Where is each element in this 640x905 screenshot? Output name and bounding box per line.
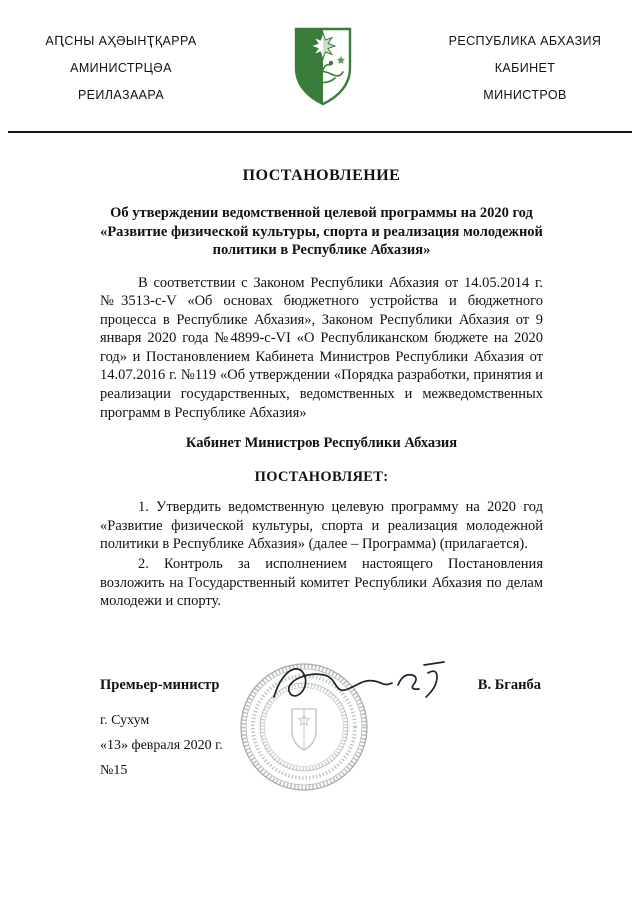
letterhead-left-line2: АМИНИСТРЦӘА: [70, 61, 172, 75]
resolution-item-1: 1. Утвердить ведомственную целевую программу на 2020 год «Развитие физической культуры, спорта и реализация молодежной политики в Республике Абхазия» (далее – Программа) (прилагается).: [100, 499, 543, 553]
signature-city: г. Сухум: [100, 712, 150, 728]
letterhead-left-line1: АԤСНЫ АҲӘЫНҬҚАРРА: [45, 34, 197, 48]
document-body: [0, 167, 640, 887]
letterhead-right-line1: РЕСПУБЛИКА АБХАЗИЯ: [448, 34, 602, 48]
document-number: №15: [100, 762, 128, 778]
signature-block: [100, 677, 543, 887]
letterhead-right: [440, 28, 610, 109]
issuing-authority: Кабинет Министров Республики Абхазия: [185, 435, 458, 452]
letterhead-left: [36, 28, 206, 109]
letterhead-right-line2: КАБИНЕТ: [494, 61, 556, 75]
coat-of-arms-icon: [293, 26, 353, 106]
signatory-name: В. Бганба: [477, 676, 541, 693]
resolution-item-2: 2. Контроль за исполнением настоящего Постановления возложить на Государственный комитет Республики Абхазия по делам молодежи и спорту.: [100, 556, 543, 610]
header-divider: [8, 131, 632, 133]
preamble-paragraph: В соответствии с Законом Республики Абхазия от 14.05.2014 г. №3513-с-V «Об основах бюджетного устройства и бюджетного процесса в Республике Абхазия», Законом Республики Абхазия от 9 января 2020 года №4899-с-VI «О Республиканском бюджете на 2020 год» и Постановлением Кабинета Министров Республики Абхазия от 14.07.2016 г. №119 «Об утверждении «Порядка разработки, принятия и реализации государственных, ведомственных и межведомственных программ в Республике Абхазия»: [100, 274, 543, 421]
letterhead-right-line3: МИНИСТРОВ: [483, 88, 567, 102]
letterhead-left-line3: РЕИЛАЗААРА: [77, 88, 165, 102]
document-title: ПОСТАНОВЛЕНИЕ: [242, 167, 401, 184]
signature-date: «13» февраля 2020 г.: [100, 737, 223, 753]
signatory-position: Премьер-министр: [100, 676, 220, 693]
resolution-heading: ПОСТАНОВЛЯЕТ:: [254, 469, 389, 486]
signature-row: [100, 677, 543, 694]
document-subject: Об утверждении ведомственной целевой программы на 2020 год «Развитие физической культуры, спорта и реализация молодежной политики в Республике Абхазия»: [100, 205, 543, 258]
letterhead: [0, 0, 640, 109]
